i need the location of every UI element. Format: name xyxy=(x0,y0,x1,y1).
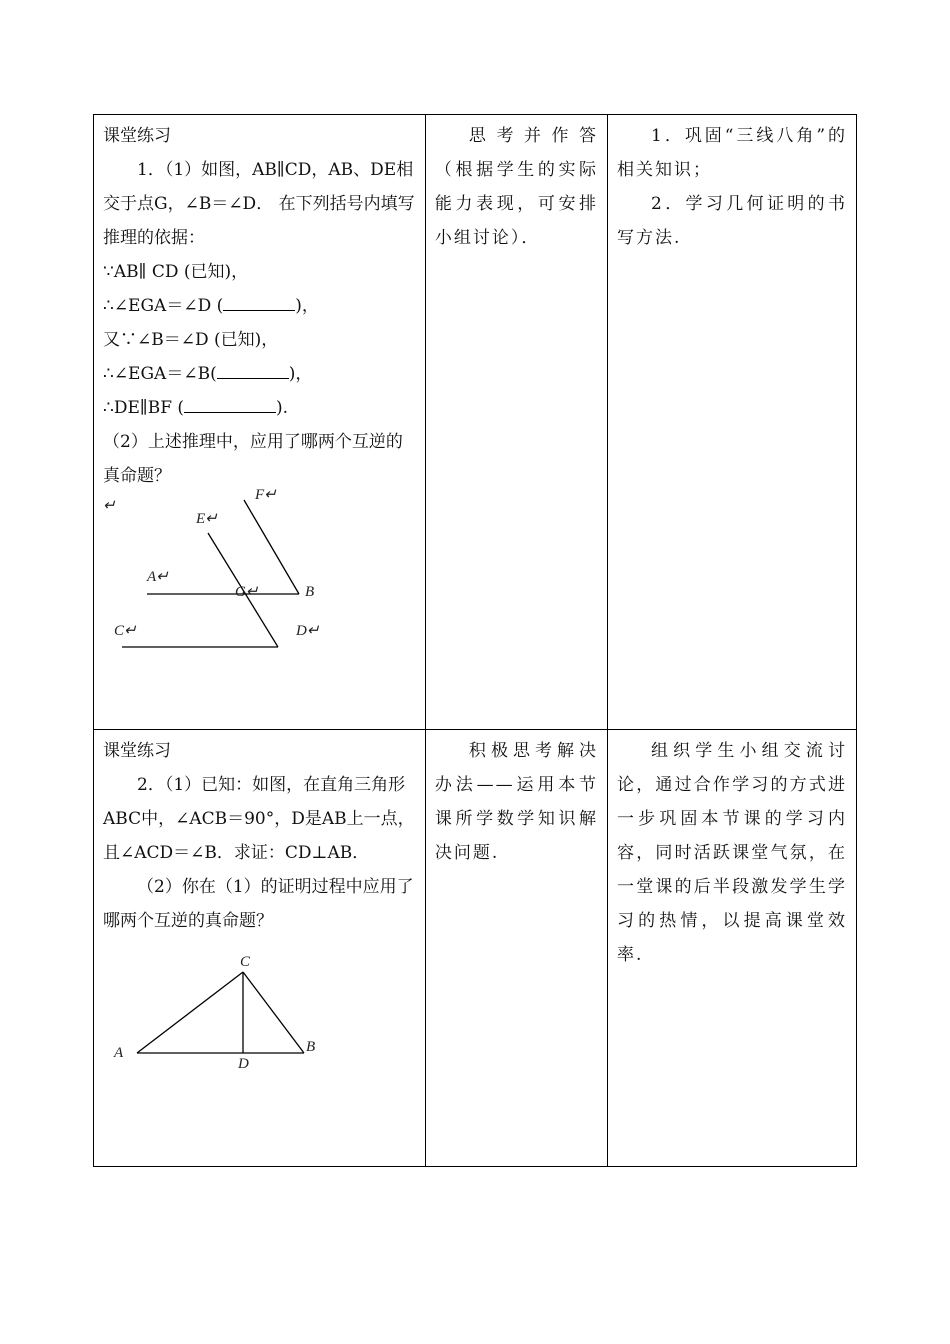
proof-step-4-text: ∴∠EGA＝∠B( xyxy=(103,364,217,384)
label-d: D xyxy=(238,1056,249,1072)
line-bf xyxy=(244,500,299,594)
exercise-cell-1 xyxy=(94,115,426,730)
student-activity-cell-1 xyxy=(425,115,607,730)
parallel-lines-figure xyxy=(103,487,416,668)
problem-statement: 1．（1）如图，AB∥CD，AB、DE相交于点G，∠B＝∠D． 在下列括号内填写推理的依据： xyxy=(103,160,415,248)
lesson-plan-table xyxy=(93,114,857,1167)
problem-statement: 2．（1）已知：如图，在直角三角形ABC中，∠ACB＝90°，D是AB上一点，且∠ACD＝∠B．求证：CD⊥AB． xyxy=(103,775,415,863)
section-heading: 课堂练习 xyxy=(103,126,171,146)
proof-step-5-end: ). xyxy=(276,398,289,418)
question-part-2: （2）上述推理中，应用了哪两个互逆的真命题？ xyxy=(103,432,403,486)
proof-step-5 xyxy=(103,391,416,425)
answer-blank xyxy=(184,398,276,413)
paragraph-mark: ↵ xyxy=(103,498,116,514)
student-activity-text: 思考并作答（根据学生的实际能力表现，可安排小组讨论）． xyxy=(434,126,599,248)
label-d: D↵ xyxy=(296,623,320,639)
proof-step-4-end: )， xyxy=(288,364,313,384)
answer-blank xyxy=(223,296,295,311)
proof-step-3: 又∵∠B＝∠D (已知)， xyxy=(103,330,279,350)
question-part-2: （2）你在（1）的证明过程中应用了哪两个互逆的真命题？ xyxy=(103,877,414,931)
side-bc xyxy=(243,972,304,1053)
label-e: E↵ xyxy=(196,511,218,527)
label-a: A↵ xyxy=(147,569,169,585)
proof-step-2 xyxy=(103,289,416,323)
design-intent-cell-1 xyxy=(608,115,857,730)
table-row xyxy=(94,115,857,730)
label-g: G↵ xyxy=(235,584,259,600)
label-b: B xyxy=(306,1039,316,1055)
table-row xyxy=(94,730,857,1167)
right-triangle-figure xyxy=(103,938,416,1072)
label-b: B xyxy=(305,584,315,600)
design-intent-item-2: 2．学习几何证明的书写方法. xyxy=(617,194,847,248)
exercise-cell-2 xyxy=(94,730,426,1167)
side-ac xyxy=(137,972,243,1053)
section-heading: 课堂练习 xyxy=(103,741,171,761)
label-f: F↵ xyxy=(255,487,277,503)
right-triangle-diagram xyxy=(103,938,393,1072)
answer-blank xyxy=(217,364,289,379)
label-c: C xyxy=(240,954,251,970)
student-activity-cell-2 xyxy=(425,730,607,1167)
design-intent-text: 组织学生小组交流讨论，通过合作学习的方式进一步巩固本节课的学习内容，同时活跃课堂气氛，在一堂课的后半段激发学生学习的热情，以提高课堂效率. xyxy=(617,741,847,965)
design-intent-item-1: 1．巩固“三线八角”的相关知识； xyxy=(617,126,847,180)
proof-step-1: ∵AB∥ CD (已知)， xyxy=(103,262,249,282)
label-c: C↵ xyxy=(114,623,137,639)
label-a: A xyxy=(114,1045,124,1061)
proof-step-2-end: )， xyxy=(295,296,319,316)
proof-step-2-text: ∴∠EGA＝∠D ( xyxy=(103,296,224,316)
student-activity-text: 积极思考解决办法——运用本节课所学数学知识解决问题. xyxy=(434,741,599,863)
design-intent-cell-2 xyxy=(608,730,857,1167)
proof-step-4 xyxy=(103,357,416,391)
proof-step-5-text: ∴DE∥BF ( xyxy=(103,398,185,418)
parallel-lines-diagram xyxy=(103,487,393,668)
